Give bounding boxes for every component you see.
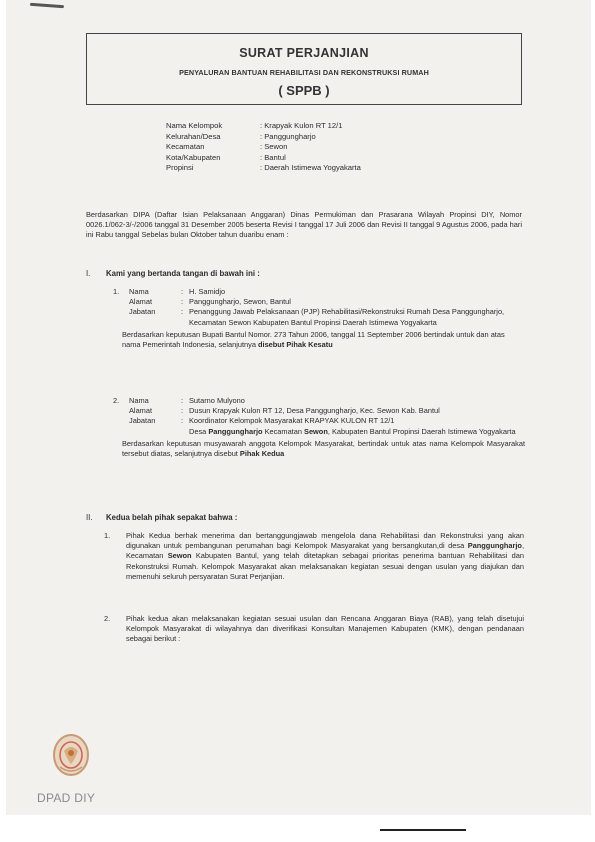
location-label: Nama Kelompok <box>166 121 223 130</box>
party-name: H. Samidjo <box>189 287 226 296</box>
location-label: Kecamatan <box>166 142 205 152</box>
field-label: Alamat <box>129 297 153 307</box>
location-value: : Daerah Istimewa Yogyakarta <box>260 163 361 173</box>
party-number: 2. <box>113 396 120 405</box>
location-label: Kota/Kabupaten <box>166 152 221 162</box>
location-info <box>166 121 361 174</box>
field-label: Jabatan <box>129 416 156 426</box>
list-item <box>104 614 524 645</box>
list-text: Pihak kedua akan melaksanakan kegiatan sesuai usulan dan Rencana Anggaran Biaya (RAB), yang telah disetujui Kelompok Masyarakat di wilayahnya dan diverifikasi Konsultan Manajemen Kabupaten (KMK), dengan pendanaan sebagai berikut : <box>126 614 524 644</box>
location-value: : Panggungharjo <box>260 131 316 141</box>
section-title: Kami yang bertanda tangan di bawah ini : <box>106 269 260 278</box>
archive-seal-icon <box>50 731 92 779</box>
location-value: : Krapyak Kulon RT 12/1 <box>260 121 343 130</box>
location-label: Propinsi <box>166 163 194 173</box>
intro-paragraph: Berdasarkan DIPA (Daftar Isian Pelaksanaan Anggaran) Dinas Permukiman dan Prasarana Wilayah Propinsi DIY, Nomor 0026.1/062-3/-/2006 tanggal 31 Desember 2005 beserta Revisi I tanggal 17 Juli 2006 dan Revisi II tanggal 9 Agustus 2006, pada hari ini Rabu tanggal Sebelas bulan Oktober tahun duaribu enam : <box>86 210 522 240</box>
archive-watermark: DPAD DIY <box>37 791 96 805</box>
field-label: Nama <box>129 287 149 296</box>
location-row <box>166 121 361 132</box>
location-row <box>166 163 361 174</box>
list-item <box>104 531 524 582</box>
list-number: 1. <box>104 531 111 540</box>
party-address: Dusun Krapyak Kulon RT 12, Desa Panggungharjo, Kec. Sewon Kab. Bantul <box>189 406 440 416</box>
party-designation: Pihak Kedua <box>239 449 285 459</box>
field-label: Nama <box>129 396 149 405</box>
location-value: : Bantul <box>260 152 286 162</box>
section-2-heading <box>86 513 237 522</box>
party-name: Sutarno Mulyono <box>189 396 245 405</box>
location-row <box>166 132 361 143</box>
bottom-line <box>380 829 466 831</box>
document-subtitle: PENYALURAN BANTUAN REHABILITASI DAN REKONSTRUKSI RUMAH <box>179 68 429 77</box>
section-1-heading <box>86 269 260 278</box>
document-title: SURAT PERJANJIAN <box>239 46 369 60</box>
location-row <box>166 153 361 164</box>
section-number: II. <box>86 513 93 522</box>
party-position: Penanggung Jawab Pelaksanaan (PJP) Rehabilitasi/Rekonstruksi Rumah Desa Panggungharjo, Kecamatan Sewon Kabupaten Bantul Propinsi Daerah Istimewa Yogyakarta <box>189 307 505 327</box>
list-number: 2. <box>104 614 111 623</box>
document-code: ( SPPB ) <box>278 83 330 98</box>
section-title: Kedua belah pihak sepakat bahwa : <box>106 513 238 522</box>
party-position: Koordinator Kelompok Masyarakat KRAPYAK KULON RT 12/1 Desa Panggungharjo Kecamatan Sewon, Kabupaten Bantul Propinsi Daerah Istimewa Yogyakarta <box>189 416 516 436</box>
party-designation: disebut Pihak Kesatu <box>258 340 333 350</box>
party-number: 1. <box>113 287 120 296</box>
field-label: Jabatan <box>129 307 156 317</box>
field-label: Alamat <box>129 406 153 416</box>
party-2: 2. Nama : Sutarno Mulyono Alamat : Dusun Krapyak Kulon RT 12, Desa Panggungharjo, Kec. Sewon Kab. Bantul Jabatan : Koordinator Kelompok Masyarakat KRAPYAK KULON RT 12/1 Desa Panggungharjo Kecamatan Sewon, Kabupaten Bantul Propinsi Daerah Istimewa Yogyakarta Berdasarkan keputusan musyawarah anggota Kelompok Masyarakat, bertindak untuk atas nama Kelompok Masyarakat tersebut diatas, selanjutnya disebut Pihak Kedua <box>113 396 525 459</box>
location-value: : Sewon <box>260 142 288 152</box>
document-header <box>86 33 522 105</box>
party-1: 1. Nama : H. Samidjo Alamat : Panggungharjo, Sewon, Bantul Jabatan : Penanggung Jawab Pelaksanaan (PJP) Rehabilitasi/Rekonstruksi Rumah Desa Panggungharjo, Kecamatan Sewon Kabupaten Bantul Propinsi Daerah Istimewa Yogyakarta Berdasarkan keputusan Bupati Bantul Nomor. 273 Tahun 2006, tanggal 11 September 2006 bertindak untuk dan atas nama Pemerintah Indonesia, selanjutnya disebut Pihak Kesatu <box>113 287 525 350</box>
party-address: Panggungharjo, Sewon, Bantul <box>189 297 291 307</box>
location-label: Kelurahan/Desa <box>166 131 221 141</box>
party-basis: Berdasarkan keputusan musyawarah anggota Kelompok Masyarakat, bertindak untuk atas nama Kelompok Masyarakat tersebut diatas, selanjutnya disebut Pihak Kedua <box>122 438 525 459</box>
section-number: I. <box>86 269 91 278</box>
location-row <box>166 142 361 153</box>
list-text: Pihak Kedua berhak menerima dan bertanggungjawab mengelola dana Rehabilitasi dan Rekonstruksi yang akan digunakan untuk pembangunan perumahan bagi Kelompok Masyarakat yang bersangkutan,di desa Panggungharjo, Kecamatan Sewon Kabupaten Bantul, yang telah ditetapkan sebagai prioritas penerima bantuan Rehabilitasi dan Rekonstruksi Rumah. Kelompok Masyarakat akan melaksanakan kegiatan sesuai dengan usulan yang diajukan dan memenuhi seluruh persyaratan Surat Perjanjian. <box>126 531 524 581</box>
party-basis: Berdasarkan keputusan Bupati Bantul Nomor. 273 Tahun 2006, tanggal 11 September 2006 bertindak untuk dan atas nama Pemerintah Indonesia, selanjutnya disebut Pihak Kesatu <box>122 329 505 350</box>
